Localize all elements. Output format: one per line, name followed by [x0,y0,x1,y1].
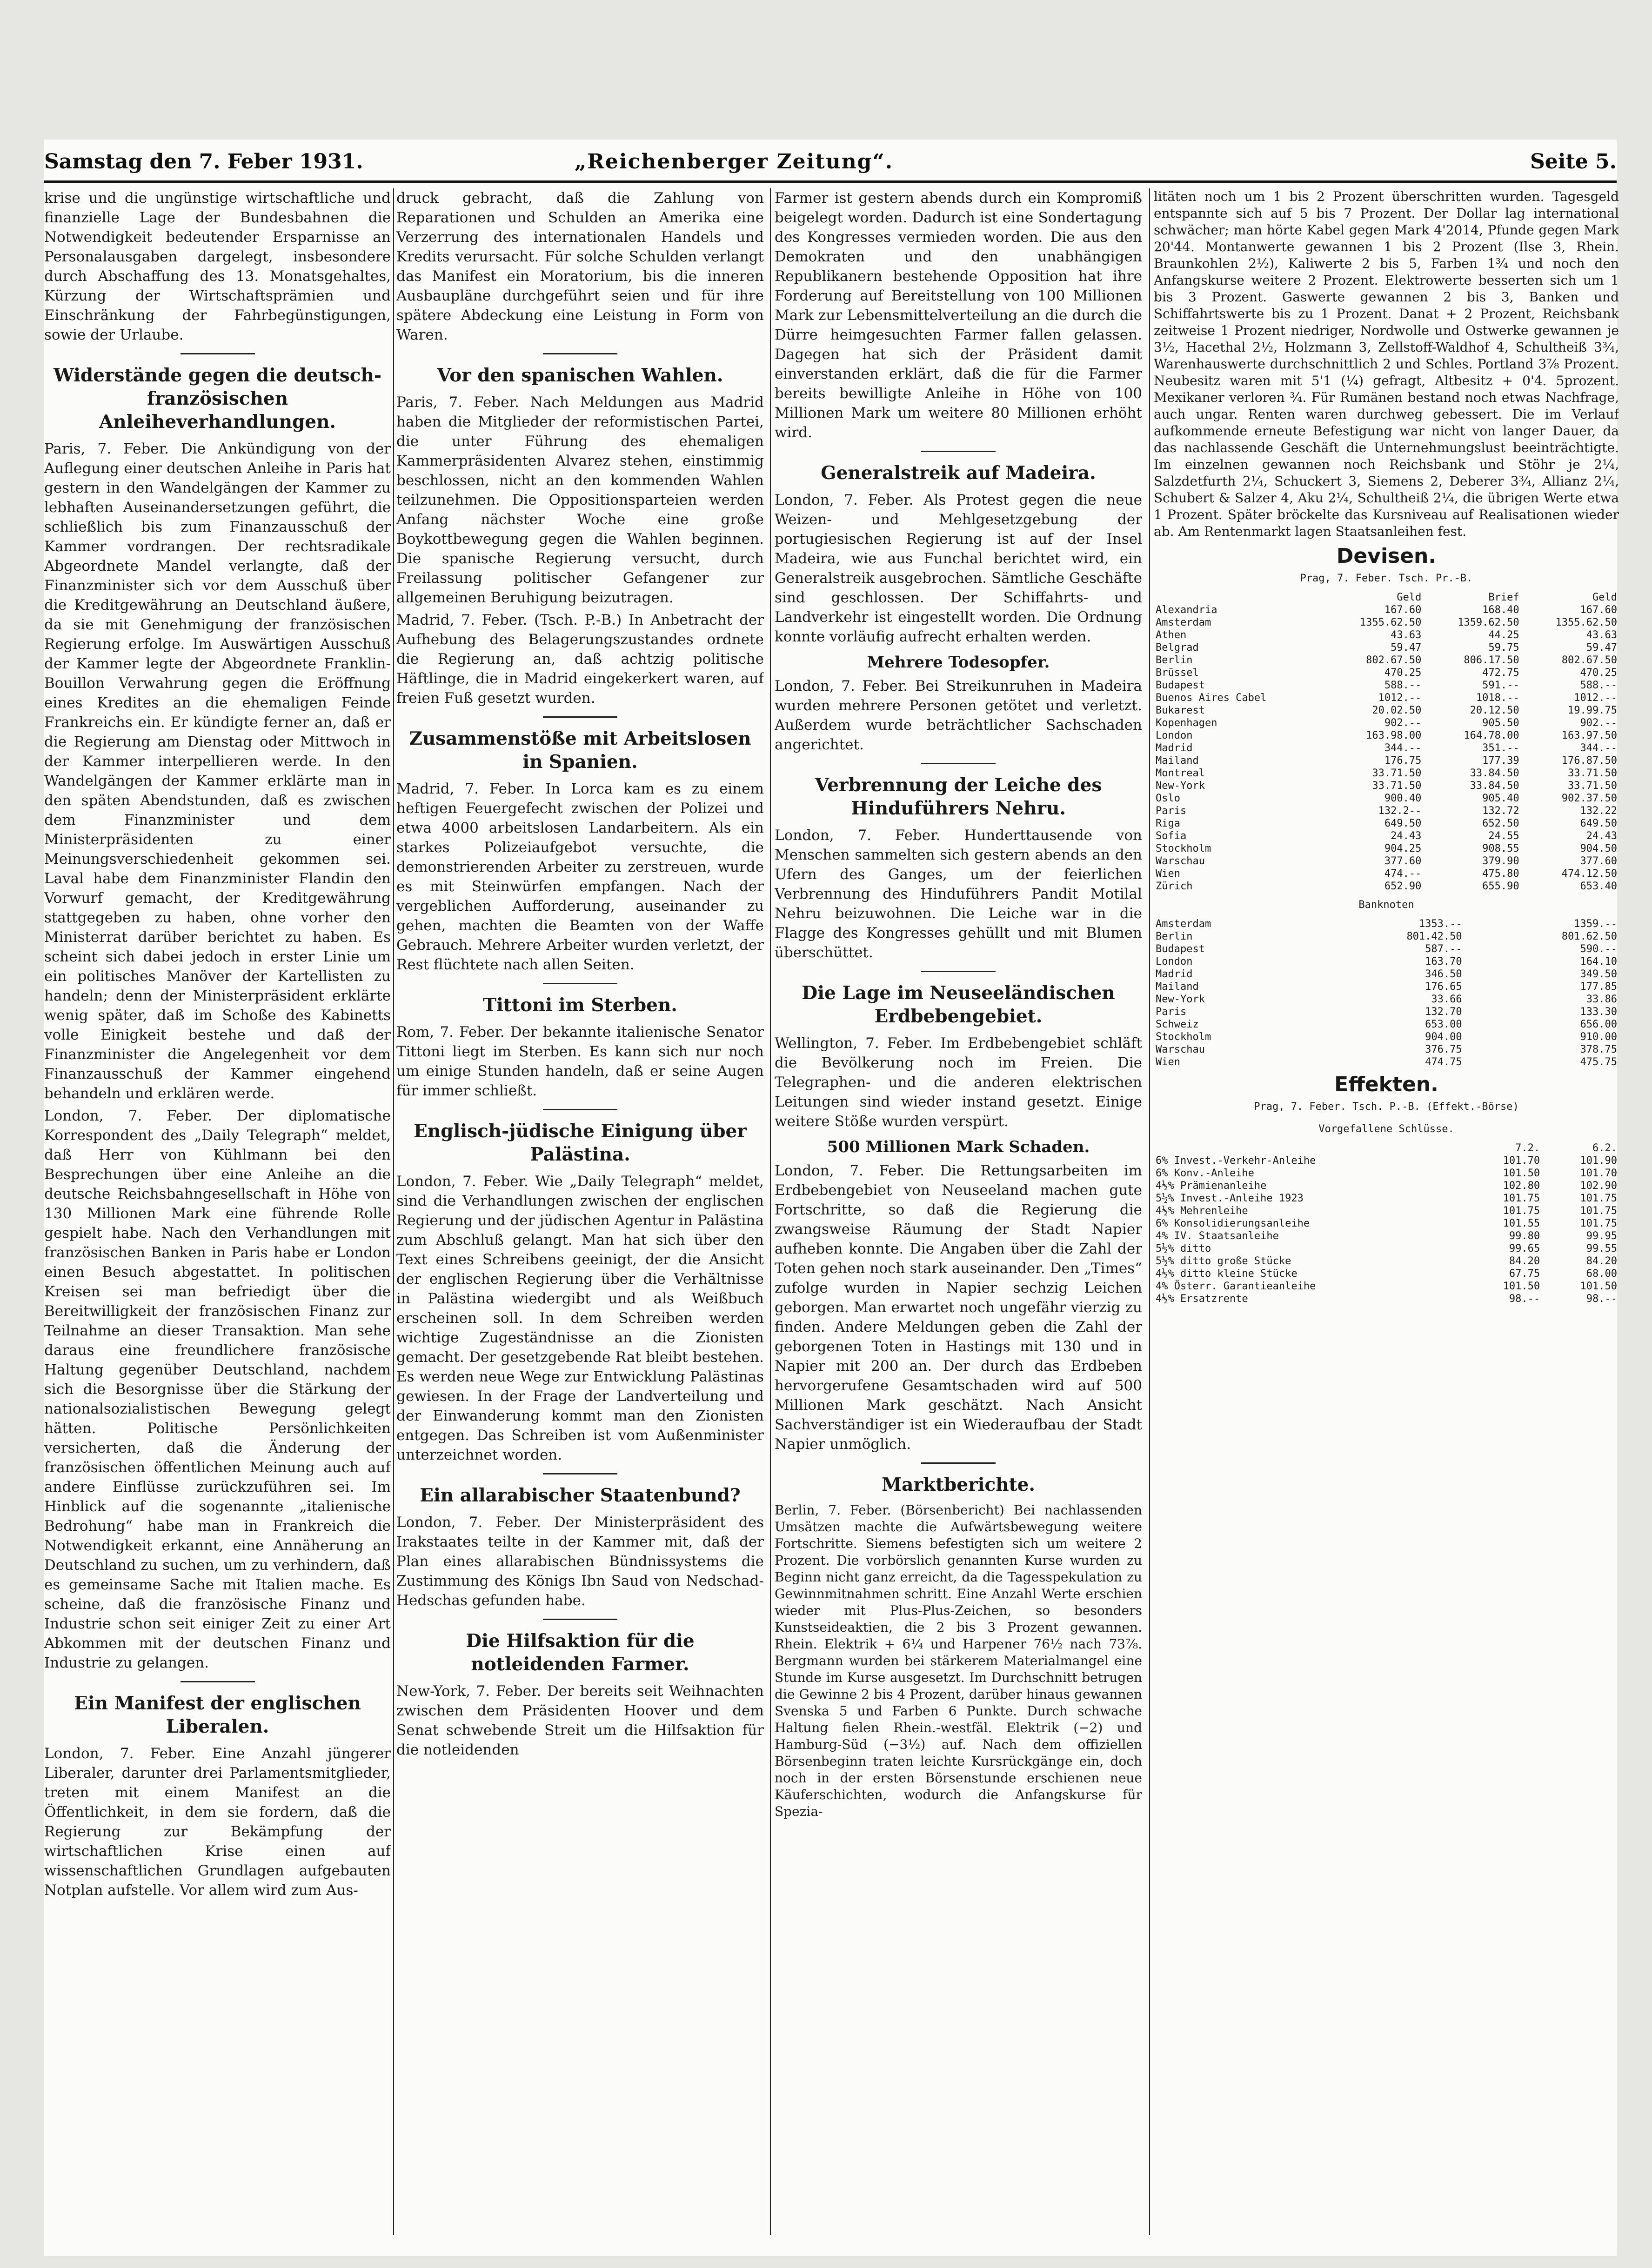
table-cell: 1018.-- [1476,692,1519,704]
table-cell: 102.90 [1580,1180,1617,1192]
headline: Verbrennung der Leiche des Hinduführers Nehru. [815,774,1102,819]
table-cell: 101.75 [1580,1205,1617,1217]
table-cell: 377.60 [1580,855,1617,867]
table-cell: Bukarest [1156,705,1205,716]
table-cell: 588.-- [1580,680,1617,691]
table-header-cell: Geld [1592,592,1617,603]
headline: Die Hilfsaktion für die notleidenden Farmer. [466,1630,695,1675]
table-cell: 379.90 [1482,855,1519,867]
table-cell: 587.-- [1425,943,1462,955]
table-cell: 33.84.50 [1470,780,1519,792]
table-cell: London [1156,956,1193,967]
masthead-date: Samstag den 7. Feber 1931. [44,150,363,173]
article-separator [543,1619,617,1620]
table-cell: 470.25 [1384,667,1422,679]
table-cell: 167.60 [1384,604,1422,616]
table-cell: 653.40 [1580,881,1617,892]
column-4 [1154,188,1619,2235]
table-cell: 168.40 [1482,604,1519,616]
article-text: Berlin, 7. Feber. (Börsenbericht) Bei nachlassenden Umsätzen machte die Aufwärtsbewegung weitere Fortschritte. Siemens befestigten sich um weitere 2 Prozent. Die vorbörslich genannten Kurse wurden zu Beginn nicht ganz erreicht, da die Tagesspekulation zu Gewinnmitnahmen schritt. Eine Anzahl Werte erschien wieder mit Plus-Plus-Zeichen, so besonders Kunstseideaktien, die 2 bis 3 Prozent gewannen. Rhein. Elektrik + 6¼ und Harpener 76½ nach 73⅞. Bergmann wurden bei stärkerem Materialmangel eine Stunde im Kurse ausgesetzt. Im Durchschnitt betrugen die Gewinne 2 bis 4 Prozent, darüber hinaus gewannen Svenska 5 und Farben 6 Punkte. Durch schwache Haltung fielen Rhein.-westfäl. Elektrik (−2) und Hamburg-Süd (−3½) auf. Nach dem offiziellen Börsenbeginn traten leichte Kursrückgänge ein, doch noch in der ersten Börsenstunde erschienen neue Käuferschichten, wodurch die Anfangskurse für Spezia- [775,1502,1142,1819]
headline: Ein allarabischer Staatenbund? [420,1485,741,1506]
table-cell: 101.50 [1503,1281,1540,1292]
masthead [44,145,1617,178]
table-cell: 346.50 [1425,968,1462,980]
table-cell: Zürich [1156,881,1193,892]
table-cell: Budapest [1156,943,1205,955]
table-cell: 19.99.75 [1568,705,1617,716]
table-cell: 4% IV. Staatsanleihe [1156,1230,1279,1242]
banknoten-table [1154,918,1619,1068]
table-cell: Alexandria [1156,604,1217,616]
table-cell: 101.50 [1580,1281,1617,1292]
table-cell: 132.70 [1425,1006,1462,1018]
table-row [1154,1217,1619,1230]
article-text: krise und die ungünstige wirtschaftliche und finanzielle Lage der Bundesbahnen die Notwendigkeit bedeutender Ersparnisse an Personalausgaben dargelegt, insbesondere durch Abschaffung des 13. Monatsgehaltes, Kürzung der Wirtschaftsprämien und Einschränkung der Fahrbegünstigungen, sowie der Urlaube. [44,190,391,343]
article-text: Farmer ist gestern abends durch ein Kompromiß beigelegt worden. Dadurch ist eine Sondertagung des Kongresses vermieden worden. Die aus den Demokraten und den unabhängigen Republikanern bestehende Opposition hat ihre Forderung auf Bereitstellung von 100 Millionen Mark zur Lebensmittelverteilung an die durch die Dürre heimgesuchten Farmer fallen gelassen. Dagegen hat sich der Präsident damit einverstanden erklärt, daß die für die Farmer bereits bewilligte Anleihe in Höhe von 100 Millionen Mark um weitere 80 Millionen erhöht wird. [775,190,1142,441]
table-cell: 4½% Ersatzrente [1156,1293,1248,1305]
table-cell: 43.63 [1586,629,1617,641]
article-text: London, 7. Feber. Hunderttausende von Menschen sammelten sich gestern abends an den Ufern des Ganges, um der feierlichen Verbrennung des Hinduführers Pandit Motilal Nehru beizuwohnen. Die Leiche war in die Flagge des Kongresses gehüllt und mit Blumen überschüttet. [775,827,1142,961]
article-text: London, 7. Feber. Bei Streikunruhen in Madeira wurden mehrere Personen getötet und verletzt. Außerdem wurde beträchtlicher Sachschaden angerichtet. [775,678,1142,753]
headline: Widerstände gegen die deutsch-französischen Anleiheverhandlungen. [53,365,382,433]
table-cell: 910.00 [1580,1031,1617,1043]
table-header-cell: 6.2. [1592,1142,1617,1154]
column-1 [44,188,391,2235]
table-cell: 44.25 [1488,629,1519,641]
table-cell: 164.78.00 [1464,730,1519,741]
table-row [1154,654,1619,667]
table-row [1154,1056,1619,1068]
table-cell: 377.60 [1384,855,1422,867]
table-cell: London [1156,730,1193,741]
table-row [1154,830,1619,842]
table-cell: 24.43 [1586,830,1617,842]
headline: Generalstreik auf Madeira. [821,462,1096,484]
table-row [1154,717,1619,729]
table-cell: 163.70 [1425,956,1462,967]
table-row [1154,667,1619,679]
table-row [1154,1242,1619,1255]
table-cell: 5½% Invest.-Anleihe 1923 [1156,1193,1304,1204]
table-row [1154,855,1619,867]
table-row [1154,679,1619,692]
headline: Ein Manifest der englischen Liberalen. [74,1693,361,1737]
article-text: London, 7. Feber. Der diplomatische Korrespondent des „Daily Telegraph“ meldet, daß Herr von Kühlmann bei den Besprechungen über eine Anleihe an die deutsche Reichsbahngesellschaft in Höhe von 130 Millionen Mark eine führende Rolle gespielt habe. Nach den Verhandlungen mit französischen Banken in Paris habe er London einen Besuch abgestattet. In politischen Kreisen sei man befriedigt über die Bereitwilligkeit der französischen Finanz zur Teilnahme an dieser Transaktion. Man sehe daraus eine freundlichere französische Haltung gegenüber Deutschland, nachdem sich die Besorgnisse über die Stärkung der nationalsozialistischen Bewegung gelegt hätten. Politische Persönlichkeiten versicherten, daß die Änderung der französischen öffentlichen Meinung auch auf andere Einflüsse zurückzuführen sei. Im Hinblick auf die sogenannte „italienische Bedrohung“ habe man in Frankreich die Notwendigkeit erkannt, eine Annäherung an Deutschland zu suchen, um zu verhindern, daß es gemeinsame Sache mit Italien mache. Es scheine, daß die französische Finanz und Industrie schon seit einiger Zeit zu einer Art Abkommen mit der deutschen Finanz und Industrie zu gelangen. [44,1107,391,1671]
table-row [1154,930,1619,943]
table-cell: 132.22 [1580,805,1617,817]
table-cell: 5½% ditto große Stücke [1156,1255,1291,1267]
table-cell: 1359.62.50 [1458,617,1519,628]
table-cell: 6% Invest.-Verkehr-Anleihe [1156,1155,1316,1167]
table-cell: 84.20 [1509,1255,1540,1267]
article-separator [543,716,617,718]
table-cell: 101.70 [1503,1155,1540,1167]
table-cell: Warschau [1156,855,1205,867]
table-cell: 5½% ditto [1156,1243,1211,1254]
table-cell: 591.-- [1482,680,1519,691]
table-cell: Mailand [1156,755,1199,767]
masthead-title: „Reichenberger Zeitung“. [575,150,894,173]
table-row [1154,1267,1619,1280]
table-row [1154,981,1619,993]
table-cell: Oslo [1156,793,1180,804]
table-cell: Budapest [1156,680,1205,691]
headline: Die Lage im Neuseeländischen Erdbebengebiet. [802,982,1115,1027]
table-cell: 4% Österr. Garantieanleihe [1156,1281,1316,1292]
table-cell: Madrid [1156,742,1193,754]
table-cell: Wien [1156,1056,1180,1068]
table-cell: 163.98.00 [1366,730,1422,741]
table-cell: Amsterdam [1156,918,1211,930]
table-cell: Madrid [1156,968,1193,980]
table-cell: 475.80 [1482,868,1519,880]
table-row [1154,918,1619,930]
table-cell: Buenos Aires Cabel [1156,692,1267,704]
table-cell: 905.50 [1482,717,1519,729]
table-cell: 101.75 [1580,1218,1617,1229]
table-cell: Berlin [1156,931,1193,942]
article-text: London, 7. Feber. Wie „Daily Telegraph“ meldet, sind die Verhandlungen zwischen der englischen Regierung und der jüdischen Agentur in Palästina zum Abschluß gelangt. Man hat sich über den Text eines Schreibens geeinigt, der die Ansicht der englischen Regierung über die Verhältnisse in Palästina wiedergibt und als Weißbuch erscheinen soll. In dem Schreiben werden wichtige Zugeständnisse an die Zionisten gemacht. Der gesetzgebende Rat bleibt bestehen. Es werden neue Wege zur Entwicklung Palästinas gewiesen. In der Frage der Landverteilung und der Einwanderung kommt man den Zionisten entgegen. Das Schreiben ist vom Außenminister unterzeichnet worden. [396,1173,764,1463]
article-text: London, 7. Feber. Eine Anzahl jüngerer Liberaler, darunter drei Parlamentsmitglieder, treten mit einem Manifest an die Öffentlichkeit, in dem sie fordern, daß die Regierung zur Bekämpfung der wirtschaftlichen Krise einen auf wissenschaftlichen Grundlagen aufgebauten Notplan aufstelle. Vor allem wird zum Aus- [44,1745,391,1899]
table-header-cell: Geld [1397,592,1422,603]
table-cell: 474.-- [1384,868,1422,880]
table-cell: Kopenhagen [1156,717,1217,729]
table-cell: 177.39 [1482,755,1519,767]
table-cell: 99.80 [1509,1230,1540,1242]
table-cell: 1355.62.50 [1359,617,1422,628]
table-cell: 908.55 [1482,843,1519,854]
article-text: London, 7. Feber. Die Rettungsarbeiten im Erdbebengebiet von Neuseeland machen gute Fortschritte, so daß die Regierung die zwangsweise Räumung der Stadt Napier aufheben konnte. Die Angaben über die Zahl der Toten gehen noch stark auseinander. Den „Times“ zufolge wurden in Napier sechzig Leichen geborgen. Man erwartet noch ungefähr vierzig zu finden. Andere Meldungen geben die Zahl der geborgenen Toten in Hastings mit 130 und in Napier mit 200 an. Der durch das Erdbeben hervorgerufene Gesamtschaden wird auf 500 Millionen Mark geschätzt. Nach Ansicht Sachverständiger ist ein Wiederaufbau der Stadt Napier unmöglich. [775,1162,1142,1453]
table-row [1154,817,1619,830]
table-cell: Paris [1156,805,1187,817]
devisen-table [1154,591,1619,893]
article-separator [543,983,617,984]
table-cell: 801.42.50 [1406,931,1462,942]
devisen-subtitle: Prag, 7. Feber. Tsch. Pr.-B. [1300,573,1473,584]
article-separator [921,971,996,972]
table-cell: 67.75 [1509,1268,1540,1280]
table-cell: 176.65 [1425,981,1462,993]
table-cell: 802.67.50 [1366,654,1422,666]
table-row [1154,1230,1619,1242]
table-cell: 900.40 [1384,793,1422,804]
table-header-cell [1154,1142,1465,1154]
article-text: Madrid, 7. Feber. In Lorca kam es zu einem heftigen Feuergefecht zwischen der Polizei und etwa 4000 arbeitslosen Landarbeitern. Als ein starkes Polizeiaufgebot versuchte, die demonstrierenden Arbeiter zu zerstreuen, wurde es mit Steinwürfen empfangen. Nach der vergeblichen Aufforderung, auseinander zu gehen, machten die Beamten von der Waffe Gebrauch. Mehrere Arbeiter wurden verletzt, der Rest flüchtete nach allen Seiten. [396,780,764,973]
masthead-page: Seite 5. [1530,150,1617,173]
table-cell: 6% Konsolidierungsanleihe [1156,1218,1310,1229]
table-cell: 905.40 [1482,793,1519,804]
table-cell: 163.97.50 [1561,730,1617,741]
table-row [1154,1006,1619,1018]
table-cell: 904.50 [1580,843,1617,854]
article-text: druck gebracht, daß die Zahlung von Reparationen und Schulden an Amerika eine Verzerrung des internationalen Handels und Kredits verursacht. Für solche Schulden verlangt das Manifest ein Moratorium, bis die inneren Ausbaupläne durchgeführt seien und für ihre spätere Abdeckung eine Leistung in Form von Waren. [396,190,764,343]
table-cell: 649.50 [1580,818,1617,829]
table-cell: 4½% Mehrenleihe [1156,1205,1248,1217]
table-cell: 902.37.50 [1561,793,1617,804]
table-cell: 33.71.50 [1372,780,1422,792]
article-separator [543,1109,617,1110]
table-header-cell: Brief [1488,592,1519,603]
table-cell: 1359.-- [1574,918,1617,930]
table-cell: 4½% ditto kleine Stücke [1156,1268,1298,1280]
article-text: Paris, 7. Feber. Die Ankündigung von der Auflegung einer deutschen Anleihe in Paris hat gestern in den Wandelgängen der Kammer zu lebhaften Auseinandersetzungen geführt, die schließlich bis zum Finanzausschuß der Kammer vordrangen. Der rechtsradikale Abgeordnete Mandel verlangte, daß der Finanzminister sich vor dem Ausschuß über die Kreditgewährung an Deutschland äußere, da sie mit Genehmigung der französischen Regierung erfolge. Im Auswärtigen Ausschuß der Kammer legte der Abgeordnete Franklin-Bouillon Verwahrung gegen die Eröffnung eines Kredites an die ehemaligen Feinde Frankreichs ein. Er kündigte ferner an, daß er die Regierung am Dienstag oder Mittwoch in der Kammer interpellieren werde. In den Wandelgängen der Kammer erklärte man in den späten Abendstunden, daß es zwischen dem Finanzminister und dem Ministerpräsidenten zu einer Meinungsverschiedenheit gekommen sei. Laval habe dem Finanzminister Flandin den Vorwurf gemacht, der Kreditgewährung stattgegeben zu haben, ohne vorher den Ministerrat darüber berichtet zu haben. Es scheint sich dabei jedoch in erster Linie um ein politisches Manöver der Kartellisten zu handeln; denn der Ministerpräsident erklärte wenig später, daß im Schoße des Kabinetts volle Einigkeit bestehe und daß der Finanzminister die Angelegenheit vor dem Finanzausschuß der Kammer eingehend behandeln und erklären werde. [44,440,391,1102]
table-header-row [1154,1142,1619,1154]
table-row [1154,780,1619,792]
table-row [1154,629,1619,641]
table-cell: 20.12.50 [1470,705,1519,716]
table-cell: 6% Konv.-Anleihe [1156,1167,1254,1179]
table-row [1154,1205,1619,1217]
subheadline: Mehrere Todesopfer. [867,653,1050,672]
table-cell: 101.75 [1503,1193,1540,1204]
article-separator [181,1681,255,1682]
table-row [1154,993,1619,1006]
masthead-rule [44,180,1617,183]
table-cell: 33.71.50 [1568,767,1617,779]
table-row [1154,1293,1619,1305]
table-cell: 101.50 [1503,1167,1540,1179]
table-cell: 378.75 [1580,1044,1617,1055]
table-cell: 806.17.50 [1464,654,1519,666]
table-cell: 801.62.50 [1561,931,1617,942]
table-row [1154,616,1619,629]
table-cell: Brüssel [1156,667,1199,679]
table-cell: 59.47 [1586,642,1617,654]
article-separator [921,1462,996,1464]
table-cell: 68.00 [1586,1268,1617,1280]
table-cell: Belgrad [1156,642,1199,654]
table-cell: 20.02.50 [1372,705,1422,716]
table-cell: Wien [1156,868,1180,880]
table-cell: 101.75 [1503,1205,1540,1217]
table-cell: 84.20 [1586,1255,1617,1267]
table-row [1154,692,1619,704]
table-row [1154,604,1619,616]
article-text: London, 7. Feber. Als Protest gegen die neue Weizen- und Mehlgesetzgebung der portugiesischen Regierung ist auf der Insel Madeira, wie aus Funchal berichtet wird, ein Generalstreik ausgebrochen. Sämtliche Geschäfte sind geschlossen. Der Schiffahrts- und Landverkehr ist eingestellt worden. Die Ordnung konnte vorläufig aufrecht erhalten werden. [775,492,1142,645]
table-cell: 132.72 [1482,805,1519,817]
column-divider [1149,188,1150,2235]
table-cell: 164.10 [1580,956,1617,967]
table-row [1154,1031,1619,1043]
table-cell: 24.43 [1391,830,1422,842]
article-text: Rom, 7. Feber. Der bekannte italienische Senator Tittoni liegt im Sterben. Es kann sich nur noch um einige Stunden handeln, daß er seine Augen für immer schließt. [396,1024,764,1099]
effekten-heading: Vorgefallene Schlüsse. [1318,1123,1454,1135]
table-cell: 99.55 [1586,1243,1617,1254]
article-text: Paris, 7. Feber. Nach Meldungen aus Madrid haben die Mitglieder der reformistischen Partei, die unter Führung des ehemaligen Kammerpräsidenten Alvarez stehen, einstimmig beschlossen, nicht an den kommenden Wahlen teilzunehmen. Die Oppositionsparteien werden Anfang nächster Woche eine große Boykottbewegung gegen die Wahlen beginnen. Die spanische Regierung versucht, durch Freilassung politischer Gefangener zur allgemeinen Beruhigung beizutragen. [396,394,764,606]
table-cell: 351.-- [1482,742,1519,754]
table-cell: Stockholm [1156,843,1211,854]
table-cell: 474.75 [1425,1056,1462,1068]
table-row [1154,704,1619,717]
article-text: Wellington, 7. Feber. Im Erdbebengebiet schläft die Bevölkerung noch im Freien. Die Telegraphen- und die anderen elektrischen Leitungen sind wieder instand gesetzt. Einige weitere Stöße wurden verspürt. [775,1035,1142,1130]
article-text: New-York, 7. Feber. Der bereits seit Weihnachten zwischen dem Präsidenten Hoover und dem Senat schwebende Streit um die Hilfsaktion für die notleidenden [396,1683,764,1758]
table-cell: 33.66 [1431,994,1462,1005]
table-row [1154,1167,1619,1180]
table-row [1154,1192,1619,1205]
table-cell: 43.63 [1391,629,1422,641]
article-text: litäten noch um 1 bis 2 Prozent überschritten wurden. Tagesgeld entspannte sich auf 5 bis 7 Prozent. Der Dollar lag international schwächer; man hörte Kabel gegen Mark 4'2014, Pfunde gegen Mark 20'44. Montanwerte gewannen 1 bis 2 Prozent (Ilse 3, Rhein. Braunkohlen 2½), Kaliwerte 2 bis 5, Farben 1¾ und noch den Anfangskurse weitere 2 Prozent. Elektrowerte besserten sich um 1 bis 3 Prozent. Gaswerte gewannen 2 bis 3, Banken und Schiffahrtswerte bis zu 1 Prozent. Danat + 2 Prozent, Reichsbank zeitweise 1 Prozent niedriger, Nordwolle und Ostwerke gewannen je 3½, Hacethal 2½, Holzmann 3, Zellstoff-Waldhof 4, Schultheiß 3¾, Warenhauswerte durchschnittlich 2 und Schles. Portland 3⅞ Prozent. Neubesitz waren mit 5'1 (¼) gefragt, Altbesitz + 0'4. 5prozent. Mexikaner verloren ¾. Für Rumänen bestand noch etwas Nachfrage, auch ungar. Renten waren durchweg gebessert. Die im Verlauf aufkommende erneute Befestigung war nicht von langer Dauer, da das nachlassende Geschäft die Unternehmungslust beeinträchtigte. Im einzelnen gewannen noch Reichsbank und Stöhr je 2¼, Salzdetfurth 2¼, Schuckert 3, Siemens 2, Deberer 3¾, Allianz 2¼, Schubert & Salzer 4, Aku 2¼, Schultheiß 2¼, die übrigen Werte etwa 1 Prozent. Später bröckelte das Kursniveau auf Realisationen wieder ab. Am Rentenmarkt lagen Staatsanleihen fest. [1154,189,1619,539]
table-cell: 904.25 [1384,843,1422,854]
article-text: Madrid, 7. Feber. (Tsch. P.-B.) In Anbetracht der Aufhebung des Belagerungszustandes ordnete die Regierung an, daß achtzig politische Häftlinge, die in Madrid eingekerkert waren, auf freien Fuß gesetzt wurden. [396,612,764,707]
table-cell: 904.00 [1425,1031,1462,1043]
effekten-title: Effekten. [1334,1073,1438,1096]
table-row [1154,1255,1619,1267]
table-cell: 656.00 [1580,1019,1617,1030]
table-cell: 472.75 [1482,667,1519,679]
table-cell: 102.80 [1503,1180,1540,1192]
table-row [1154,1043,1619,1056]
table-cell: 176.87.50 [1561,755,1617,767]
article-separator [543,1473,617,1474]
table-cell: 176.75 [1384,755,1422,767]
table-cell: 101.75 [1580,1193,1617,1204]
table-cell: 652.90 [1384,881,1422,892]
table-cell: 902.-- [1580,717,1617,729]
table-cell: 101.70 [1580,1167,1617,1179]
table-cell: 101.90 [1580,1155,1617,1167]
table-cell: 344.-- [1580,742,1617,754]
table-cell: 470.25 [1580,667,1617,679]
table-cell: 33.84.50 [1470,767,1519,779]
article-separator [543,353,617,354]
table-cell: 655.90 [1482,881,1519,892]
table-cell: New-York [1156,994,1205,1005]
table-cell: Sofia [1156,830,1187,842]
column-2 [396,188,764,2235]
table-cell: 59.75 [1488,642,1519,654]
table-row [1154,943,1619,955]
table-cell: 802.67.50 [1561,654,1617,666]
table-cell: 59.47 [1391,642,1422,654]
table-cell: 132.2-- [1378,805,1422,817]
table-cell: 652.50 [1482,818,1519,829]
effekten-subtitle: Prag, 7. Feber. Tsch. P.-B. (Effekt.-Börse) [1254,1101,1519,1113]
headline: Tittoni im Sterben. [483,994,677,1016]
table-row [1154,880,1619,893]
column-3 [775,188,1142,2235]
table-row [1154,805,1619,817]
table-row [1154,792,1619,805]
table-cell: 167.60 [1580,604,1617,616]
table-cell: Paris [1156,1006,1187,1018]
table-cell: 98.-- [1586,1293,1617,1305]
table-row [1154,968,1619,981]
table-header-row [1154,591,1619,604]
table-cell: Amsterdam [1156,617,1211,628]
table-cell: 24.55 [1488,830,1519,842]
article-separator [921,763,996,764]
table-cell: 1012.-- [1378,692,1422,704]
table-cell: 33.71.50 [1372,767,1422,779]
article-separator [181,353,255,354]
table-cell: 590.-- [1580,943,1617,955]
table-row [1154,1154,1619,1167]
table-cell: Riga [1156,818,1180,829]
table-header-cell: 7.2. [1515,1142,1540,1154]
table-cell: Warschau [1156,1044,1205,1055]
subheadline: 500 Millionen Mark Schaden. [827,1138,1090,1156]
table-cell: Mailand [1156,981,1199,993]
table-cell: 475.75 [1580,1056,1617,1068]
table-row [1154,1018,1619,1031]
table-cell: Schweiz [1156,1019,1199,1030]
table-cell: Athen [1156,629,1187,641]
table-row [1154,754,1619,767]
table-row [1154,767,1619,780]
devisen-title: Devisen. [1336,544,1437,568]
table-cell: Montreal [1156,767,1205,779]
table-cell: Stockholm [1156,1031,1211,1043]
table-cell: 653.00 [1425,1019,1462,1030]
headline: Marktberichte. [882,1474,1035,1495]
table-cell: 1353.-- [1418,918,1462,930]
table-cell: 177.85 [1580,981,1617,993]
table-cell: 588.-- [1384,680,1422,691]
table-cell: 649.50 [1384,818,1422,829]
headline: Englisch-jüdische Einigung über Palästina. [414,1121,747,1165]
banknoten-title: Banknoten [1358,899,1414,911]
article-separator [921,451,996,452]
table-cell: Berlin [1156,654,1193,666]
table-cell: 1012.-- [1574,692,1617,704]
table-cell: 474.12.50 [1561,868,1617,880]
headline: Vor den spanischen Wahlen. [437,365,723,386]
article-text: London, 7. Feber. Der Ministerpräsident des Irakstaates teilte in der Kammer mit, daß der Plan eines allarabischen Bündnissystems die Zustimmung des Königs Ibn Saud von Nedschad-Hedschas gefunden habe. [396,1514,764,1609]
table-cell: 101.55 [1503,1218,1540,1229]
column-divider [393,188,394,2235]
table-cell: 99.65 [1509,1243,1540,1254]
table-row [1154,867,1619,880]
table-row [1154,842,1619,855]
table-row [1154,1180,1619,1192]
table-cell: 98.-- [1509,1293,1540,1305]
market-report [775,1502,1142,1820]
table-row [1154,1280,1619,1293]
table-row [1154,742,1619,754]
table-row [1154,955,1619,968]
table-header-cell [1154,591,1325,604]
table-cell: 133.30 [1580,1006,1617,1018]
table-cell: 4½% Prämienanleihe [1156,1180,1267,1192]
table-cell: 349.50 [1580,968,1617,980]
table-cell: 902.-- [1384,717,1422,729]
table-row [1154,641,1619,654]
table-cell: 344.-- [1384,742,1422,754]
table-cell: 33.71.50 [1568,780,1617,792]
column-divider [770,188,771,2235]
table-cell: 376.75 [1425,1044,1462,1055]
table-cell: New-York [1156,780,1205,792]
market-report-continued [1154,188,1619,540]
headline: Zusammenstöße mit Arbeitslosen in Spanien. [409,728,751,773]
effekten-table [1154,1142,1619,1305]
table-cell: 1355.62.50 [1555,617,1617,628]
table-cell: 33.86 [1586,994,1617,1005]
table-cell: 99.95 [1586,1230,1617,1242]
table-row [1154,729,1619,742]
